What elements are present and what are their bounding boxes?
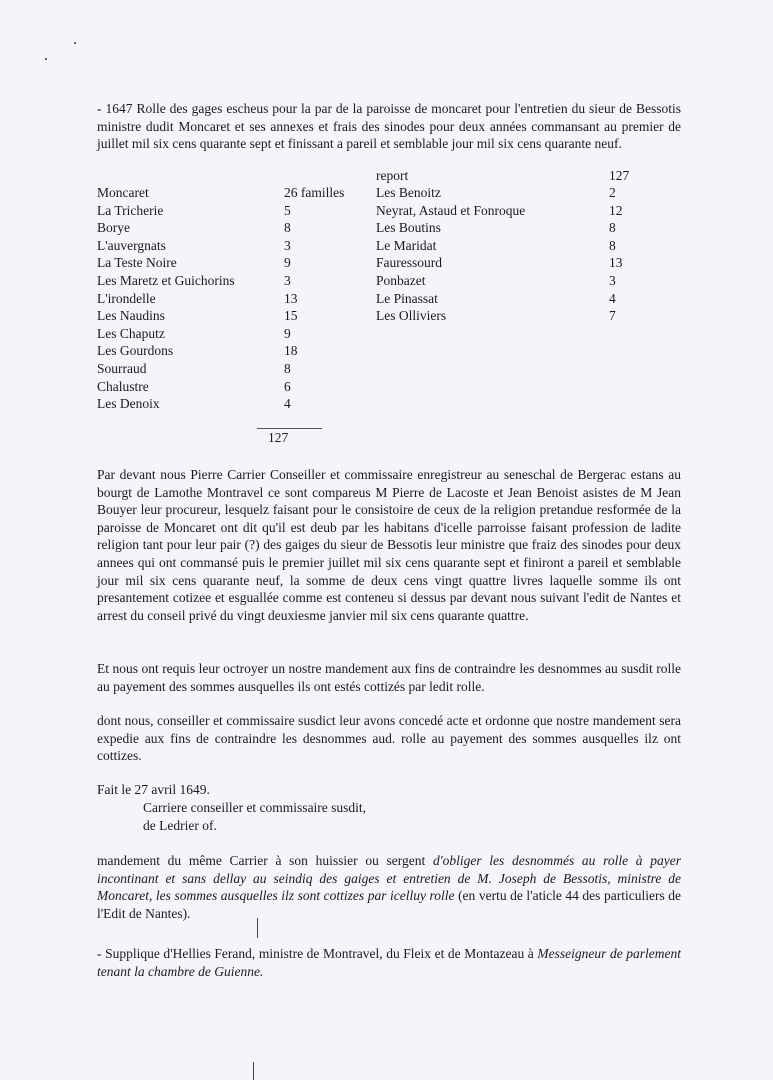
total-rule bbox=[257, 428, 322, 429]
scan-mark bbox=[253, 1062, 254, 1080]
mandement-italic-text: d'obliger les desnommés au rolle à payer incontinant et sans dellay au seindiq des gaiges et entretien de M. Joseph de Bessotis, ministre de Moncaret, les sommes ausquelles ilz sont cottizes par icelluy rolle bbox=[97, 853, 681, 904]
left-row-name: Les Denoix bbox=[97, 396, 160, 412]
mandement-text: mandement du même Carrier à son huissier ou sergent bbox=[97, 853, 433, 868]
left-row-name: L'irondelle bbox=[97, 290, 156, 306]
date-line: Fait le 27 avril 1649. bbox=[97, 782, 210, 797]
left-row-name: Les Maretz et Guichorins bbox=[97, 273, 235, 288]
left-row-name: Chalustre bbox=[97, 378, 149, 394]
right-row-count: 8 bbox=[609, 220, 616, 236]
right-row-count: 2 bbox=[609, 185, 616, 200]
grant-paragraph: dont nous, conseiller et commissaire susdict leur avons concedé acte et ordonne que nostre mandement sera expedie aux fins de contraindre les desnommes aud. rolle au payement des sommes ausquelles ilz ont cottizes. bbox=[97, 713, 681, 764]
left-row-name: La Teste Noire bbox=[97, 255, 177, 271]
left-row-name: Les Chaputz bbox=[97, 325, 165, 341]
signature-line-2: de Ledrier of. bbox=[143, 818, 217, 833]
scan-speck bbox=[45, 58, 47, 60]
left-row-count: 26 familles bbox=[284, 185, 345, 200]
roll-header-paragraph: - 1647 Rolle des gages escheus pour la par de la paroisse de moncaret pour l'entretien du sieur de Bessotis ministre dudit Moncaret et ses annexes et frais des sinodes pour deux années commansant au premier de juillet mil six cens quarante sept et finissant a pareil et semblable jour mil six cens quarante neuf. bbox=[97, 101, 681, 152]
right-row-name: Ponbazet bbox=[376, 273, 426, 288]
left-row-count: 13 bbox=[284, 290, 298, 306]
left-row-count: 4 bbox=[284, 396, 291, 412]
left-row-name: Les Gourdons bbox=[97, 343, 174, 359]
right-row-name: Les Olliviers bbox=[376, 308, 447, 324]
right-row-count: 7 bbox=[609, 308, 616, 324]
left-row-name: L'auvergnats bbox=[97, 237, 166, 253]
left-row-count: 3 bbox=[284, 273, 291, 288]
supplique-text: - Supplique d'Hellies Ferand, ministre de Montravel, du Fleix et de Montazeau à bbox=[97, 946, 538, 961]
right-row-name: Neyrat, Astaud et Fonroque bbox=[376, 202, 526, 218]
left-row-count: 9 bbox=[284, 325, 291, 341]
right-row-name: Les Benoitz bbox=[376, 185, 441, 200]
declaration-paragraph: Par devant nous Pierre Carrier Conseiller et commissaire enregistreur au seneschal de Bergerac estans au bourgt de Lamothe Montravel ce sont compareus M Pierre de Lacoste et Jean Benoist asistes de M Jean Bouyer leur procureur, lesquelz faisant pour le consistoire de ceux de la religion pretandue resformée de la paroisse de Moncaret ont dit qu'il est deub par les habitans d'icelle parroisse faisant profession de ladite religion tant pour leur pair (?) des gaiges du sieur de Bessotis leur ministre que fraiz des sinodes pour deux annees qui ont commansé puis le premier juillet mil six cens quarante sept et finiront a pareil et semblable jour mil six cens quarante neuf, la somme de deux cens vingt quattre livres laquelle somme ils ont presantement cotizee et esguallée comme est conteneu si dessus par devant nous suivant l'edit de Nantes et arrest du conseil privé du vingt deuxiesme janvier mil six cens quarante quattre. bbox=[97, 467, 681, 623]
right-row-count: 8 bbox=[609, 237, 616, 253]
report-label: report bbox=[376, 168, 409, 183]
left-row-name: Sourraud bbox=[97, 361, 147, 376]
right-row-count: 4 bbox=[609, 290, 616, 306]
left-row-count: 8 bbox=[284, 220, 291, 236]
scan-speck bbox=[74, 42, 76, 44]
request-paragraph: Et nous ont requis leur octroyer un nostre mandement aux fins de contraindre les desnommes au susdit rolle au payement des sommes ausquelles ils ont estés cottizés par ledit rolle. bbox=[97, 661, 681, 694]
left-row-count: 15 bbox=[284, 308, 298, 324]
right-row-name: Le Maridat bbox=[376, 237, 437, 253]
signature-line-1: Carriere conseiller et commissaire susdit, bbox=[143, 800, 367, 815]
left-row-count: 3 bbox=[284, 237, 291, 253]
left-total: 127 bbox=[268, 430, 289, 445]
supplique-italic-text: Messeigneur de parlement tenant la chambre de Guienne. bbox=[97, 946, 681, 979]
left-row-name: Borye bbox=[97, 220, 130, 236]
supplique-paragraph bbox=[97, 945, 681, 980]
mandement-text-end: (en vertu de l'aticle 44 des particuliers de l'Edit de Nantes). bbox=[97, 888, 681, 921]
mandement-paragraph bbox=[97, 852, 681, 922]
left-row-count: 6 bbox=[284, 378, 291, 394]
right-row-count: 3 bbox=[609, 273, 616, 288]
left-row-count: 8 bbox=[284, 361, 291, 376]
right-row-name: Le Pinassat bbox=[376, 290, 438, 306]
right-row-name: Fauressourd bbox=[376, 255, 442, 271]
right-row-name: Les Boutins bbox=[376, 220, 441, 236]
left-row-count: 9 bbox=[284, 255, 291, 271]
left-row-count: 5 bbox=[284, 202, 291, 218]
report-value: 127 bbox=[609, 168, 630, 183]
scan-mark bbox=[257, 918, 258, 938]
right-row-count: 13 bbox=[609, 255, 623, 271]
left-row-name: La Tricherie bbox=[97, 202, 164, 218]
left-row-count: 18 bbox=[284, 343, 298, 359]
left-row-name: Moncaret bbox=[97, 185, 149, 200]
right-row-count: 12 bbox=[609, 202, 623, 218]
left-row-name: Les Naudins bbox=[97, 308, 165, 324]
